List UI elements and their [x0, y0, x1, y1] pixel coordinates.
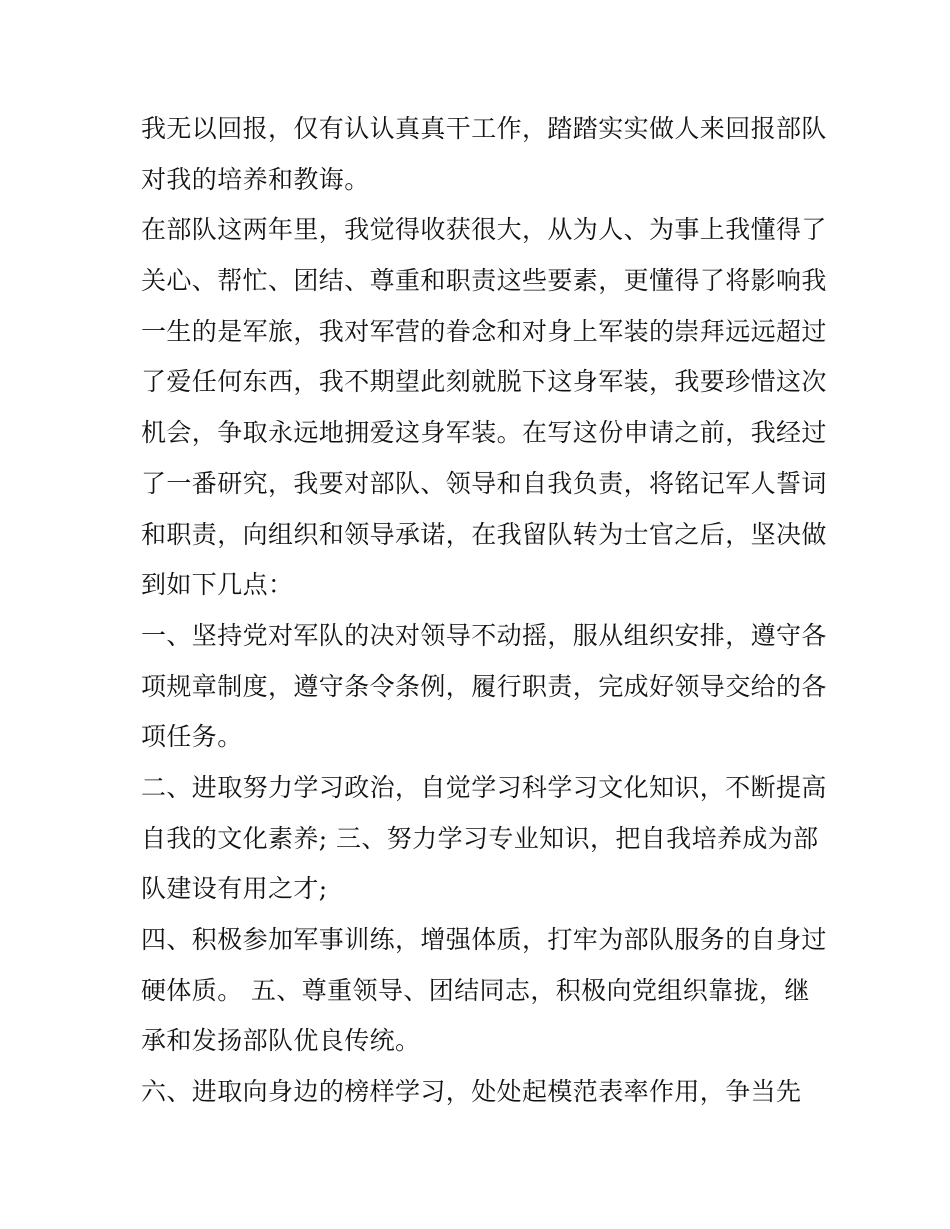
text-line: 项规章制度，遵守条令条例，履行职责，完成好领导交给的各 — [141, 671, 827, 701]
text-line: 一、坚持党对军队的决对领导不动摇，服从组织安排，遵守各 — [141, 620, 827, 650]
text-line: 自我的文化素养; 三、努力学习专业知识，把自我培养成为部 — [141, 823, 819, 853]
text-line: 和职责，向组织和领导承诺，在我留队转为士官之后，坚决做 — [141, 519, 827, 549]
paragraph-point-one — [141, 611, 827, 763]
paragraph-point-four-five — [141, 915, 827, 1067]
text-line: 六、进取向身边的榜样学习，处处起模范表率作用，争当先 — [141, 1077, 802, 1107]
text-line: 硬体质。 五、尊重领导、团结同志，积极向党组织靠拢，继 — [141, 975, 810, 1005]
text-line: 队建设有用之才; — [141, 874, 328, 904]
paragraph-point-six — [141, 1067, 821, 1118]
text-line: 项任务。 — [141, 722, 243, 752]
text-line: 到如下几点： — [141, 570, 294, 600]
text-line: 四、积极参加军事训练，增强体质，打牢为部队服务的自身过 — [141, 925, 827, 954]
text-line: 承和发扬部队优良传统。 — [141, 1026, 421, 1056]
text-line: 对我的培养和教诲。 — [141, 164, 370, 194]
text-line: 了爱任何东西，我不期望此刻就脱下这身军装，我要珍惜这次 — [141, 367, 827, 397]
paragraph-point-two-three — [141, 763, 827, 915]
text-line: 我无以回报，仅有认认真真干工作，踏踏实实做人来回报部队 — [141, 114, 827, 143]
text-line: 在部队这两年里，我觉得收获很大，从为人、为事上我懂得了 — [141, 215, 827, 245]
text-line: 一生的是军旅，我对军营的眷念和对身上军装的崇拜远远超过 — [141, 316, 827, 346]
paragraph-gratitude — [141, 104, 827, 205]
paragraph-two-years — [141, 205, 827, 611]
text-line: 机会，争取永远地拥爱这身军装。在写这份申请之前，我经过 — [141, 418, 827, 448]
text-line: 二、进取努力学习政治，自觉学习科学习文化知识，不断提高 — [141, 772, 827, 802]
text-line: 了一番研究，我要对部队、领导和自我负责，将铭记军人誓词 — [141, 468, 827, 498]
document-body — [141, 104, 827, 1118]
text-line: 关心、帮忙、团结、尊重和职责这些要素，更懂得了将影响我 — [141, 266, 827, 296]
